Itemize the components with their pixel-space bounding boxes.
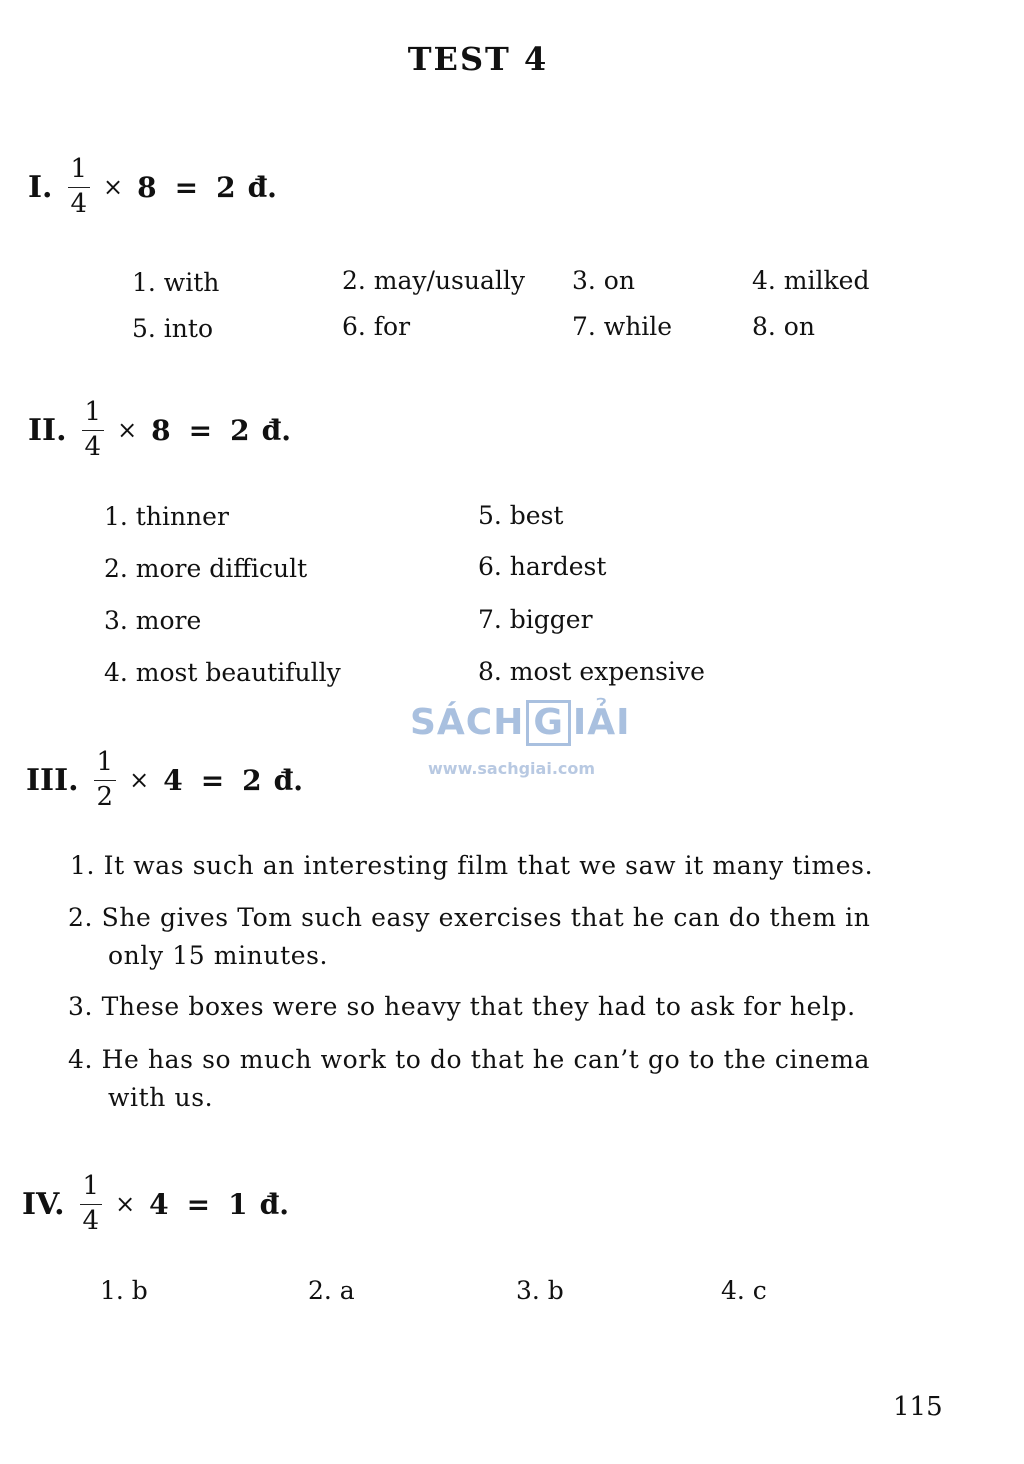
answer-item: 5. into [132,314,213,343]
answer-sentence-continued: only 15 minutes. [108,941,329,970]
page-number: 115 [893,1392,943,1422]
answer-sentence: 1. It was such an interesting film that we saw it many times. [70,851,874,880]
section-3-fraction [93,748,118,813]
multiplier: 8 [151,413,171,447]
answer-item: 1. b [100,1276,148,1305]
answer-item: 3. more [104,606,202,635]
answer-item: 4. milked [752,266,870,295]
answer-item: 8. on [752,312,815,341]
section-3-heading [26,748,303,813]
fraction-denominator: 4 [82,1205,100,1236]
section-4-fraction [79,1172,104,1237]
answer-item: 4. c [721,1276,767,1305]
times-sign: × [103,173,124,202]
times-sign: × [115,1190,136,1219]
section-1-roman: I. [28,169,53,205]
fraction-numerator: 1 [70,154,88,184]
score-unit: đ. [247,170,277,204]
answer-item: 4. most beautifully [104,658,341,687]
fraction-denominator: 4 [70,188,88,219]
watermark-logo [410,700,631,746]
answer-sentence: 3. These boxes were so heavy that they had to ask for help. [68,992,856,1021]
multiplier: 8 [137,170,157,204]
answer-item: 1. with [132,268,220,297]
equals-sign: = [188,413,213,447]
answer-item: 7. while [572,312,673,341]
answer-sentence: 4. He has so much work to do that he can’t go to the cinema [68,1045,871,1074]
answer-sentence: 2. She gives Tom such easy exercises that he can do them in [68,903,871,932]
fraction-numerator: 1 [82,1171,100,1201]
fraction-denominator: 2 [96,781,114,812]
watermark-text: SÁCH [410,702,525,743]
page-title: TEST 4 [407,40,549,78]
fraction-bar [82,430,104,431]
answer-item: 2. may/usually [342,266,526,295]
watermark-box: G [526,700,571,746]
times-sign: × [129,766,150,795]
fraction-denominator: 4 [84,431,102,462]
fraction-numerator: 1 [84,397,102,427]
fraction-bar [80,1204,102,1205]
section-1-fraction [66,155,91,220]
fraction-numerator: 1 [96,747,114,777]
score: 1 [228,1187,248,1221]
section-2-heading [28,398,291,463]
answer-item: 7. bigger [478,605,593,634]
multiplier: 4 [149,1187,169,1221]
equals-sign: = [200,763,225,797]
watermark-url: www.sachgiai.com [428,759,596,778]
answer-item: 3. b [516,1276,564,1305]
score: 2 [230,413,250,447]
fraction-bar [94,780,116,781]
watermark-text: IẢI [572,702,631,743]
section-4-roman: IV. [22,1186,65,1222]
score: 2 [216,170,236,204]
answer-item: 2. a [308,1276,355,1305]
answer-item: 2. more difficult [104,554,308,583]
section-1-heading [28,155,277,220]
equals-sign: = [174,170,199,204]
answer-item: 6. for [342,312,411,341]
section-2-fraction [81,398,106,463]
answer-item: 3. on [572,266,635,295]
section-4-heading [22,1172,289,1237]
answer-sentence-continued: with us. [108,1083,214,1112]
score: 2 [242,763,262,797]
section-2-roman: II. [28,412,67,448]
answer-item: 1. thinner [104,502,229,531]
times-sign: × [117,416,138,445]
score-unit: đ. [259,1187,289,1221]
fraction-bar [68,187,90,188]
multiplier: 4 [163,763,183,797]
score-unit: đ. [273,763,303,797]
section-3-roman: III. [26,762,79,798]
answer-item: 5. best [478,501,564,530]
score-unit: đ. [261,413,291,447]
answer-item: 6. hardest [478,552,607,581]
equals-sign: = [186,1187,211,1221]
answer-item: 8. most expensive [478,657,705,686]
